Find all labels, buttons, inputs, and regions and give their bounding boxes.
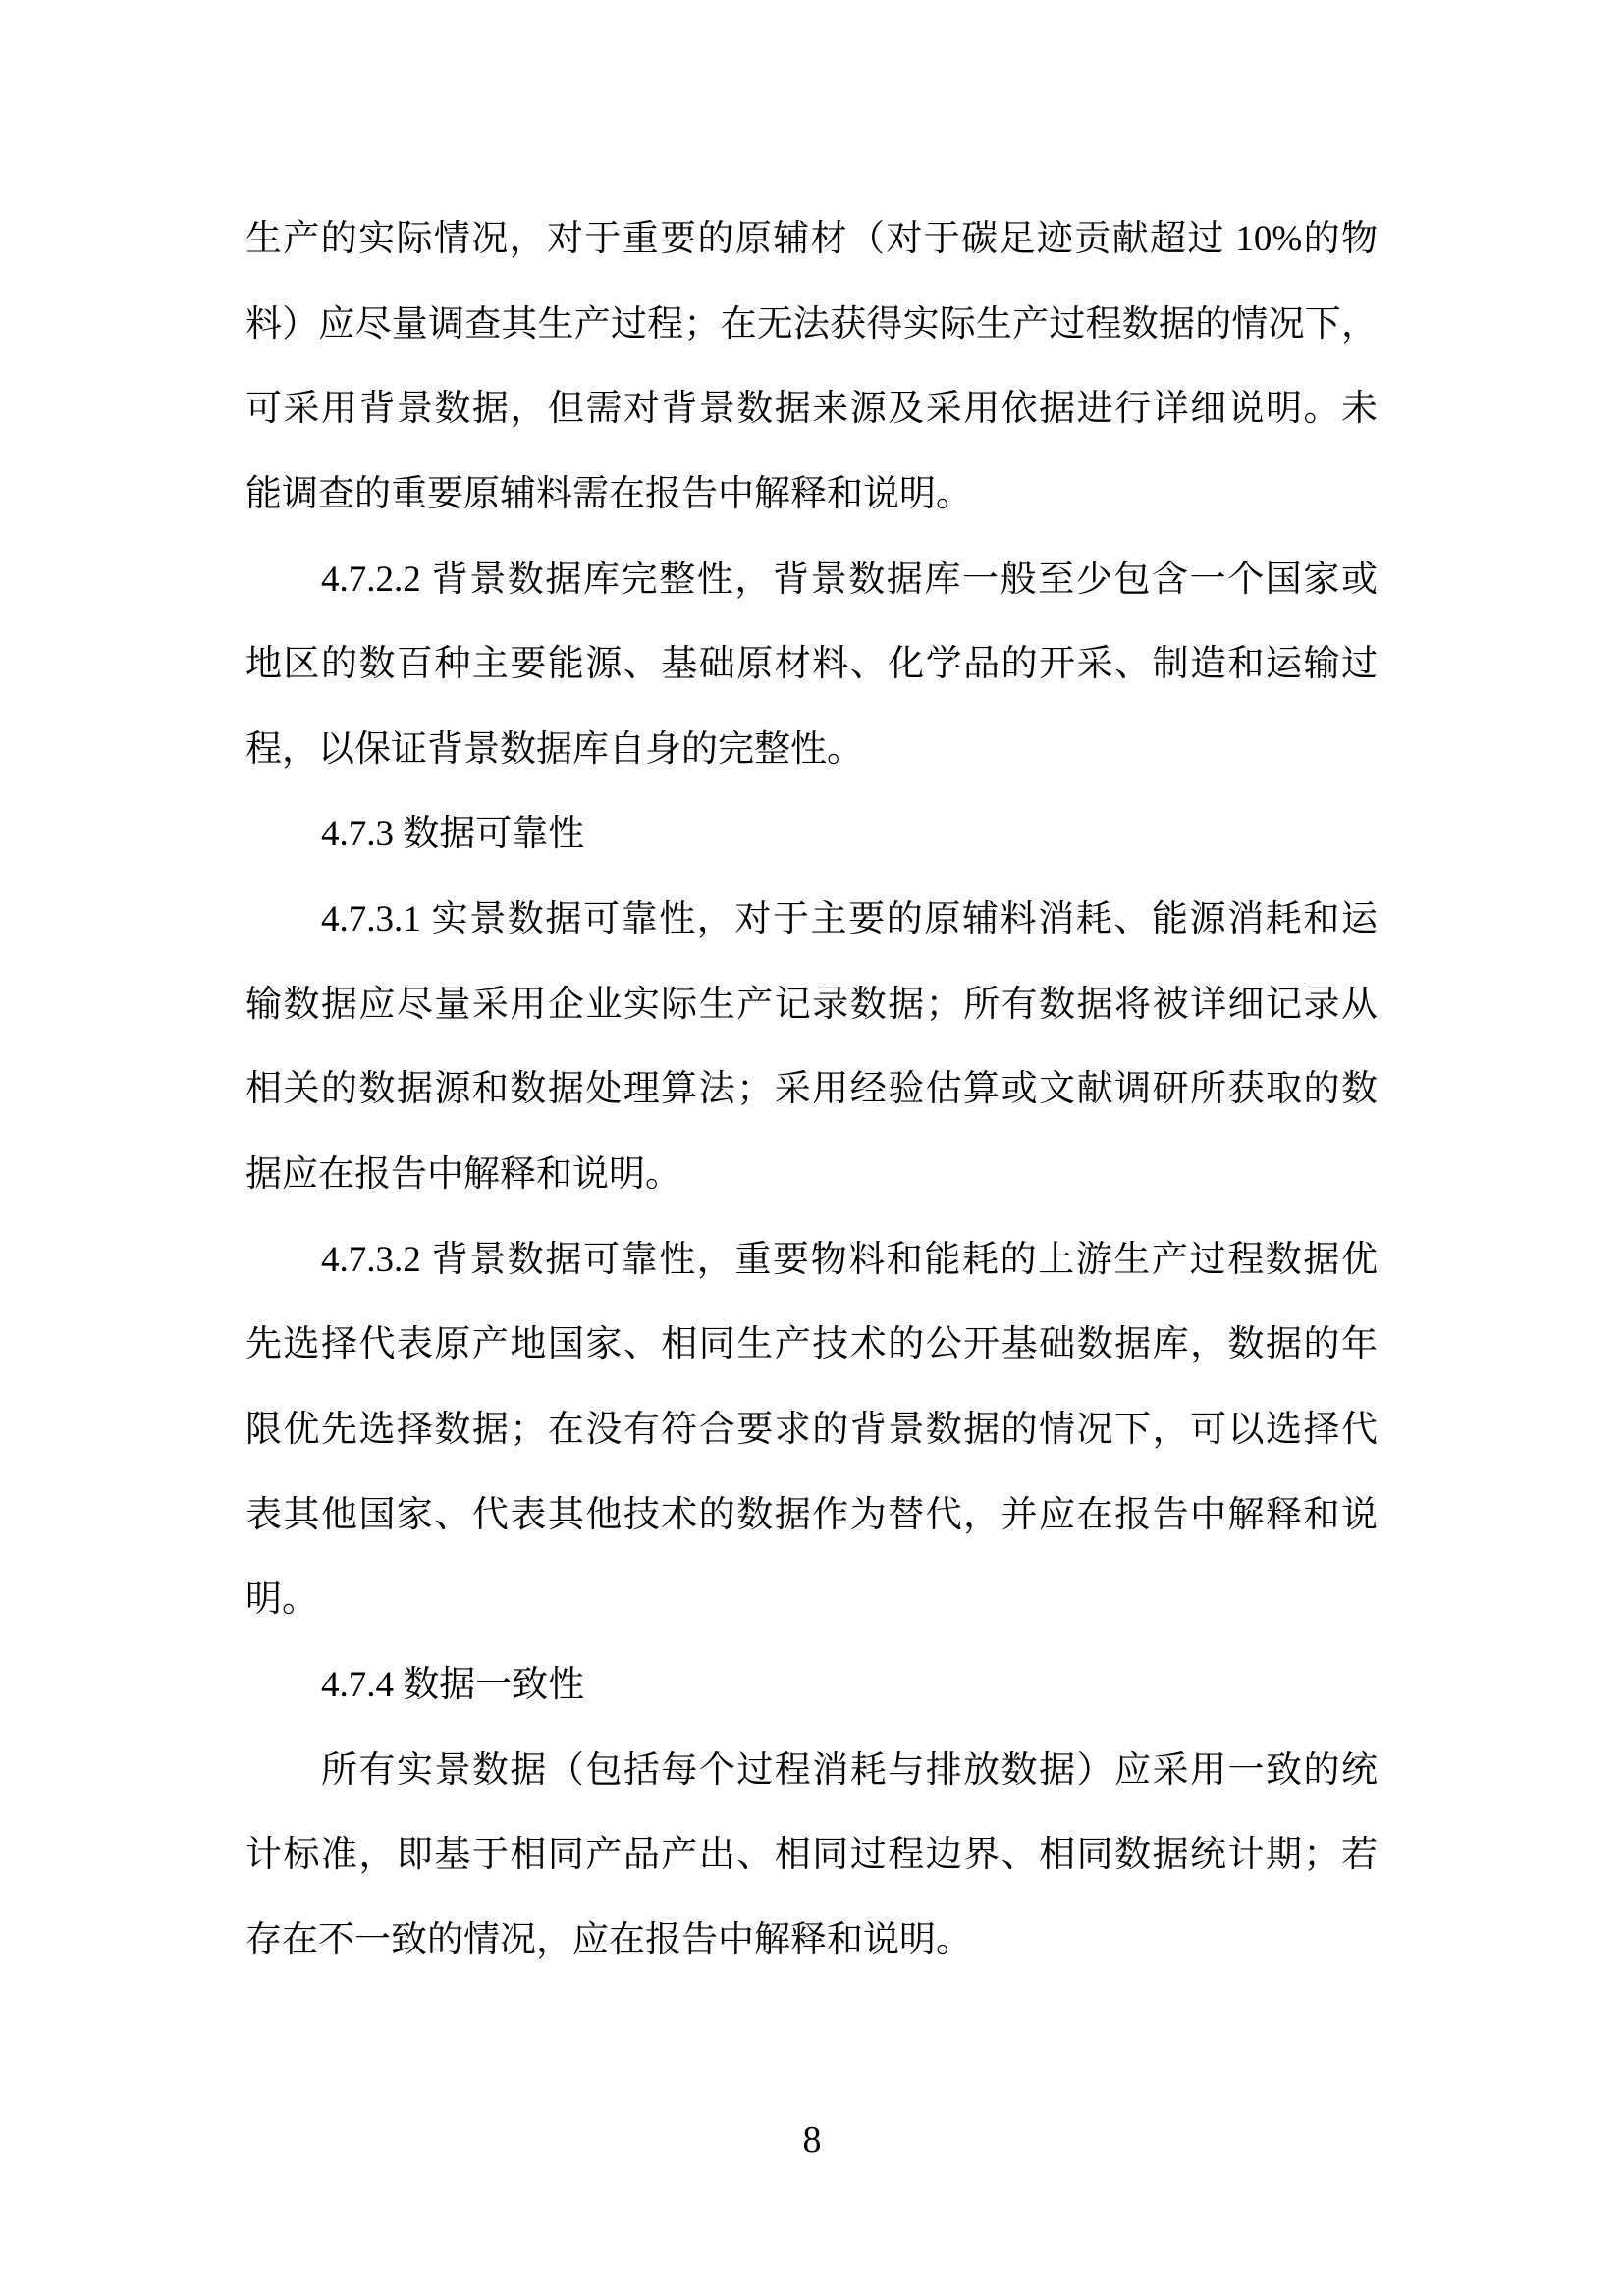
text-line: 地区的数百种主要能源、基础原材料、化学品的开采、制造和运输过 [245,644,1378,685]
paragraph [245,538,1378,793]
text-line: 计标准，即基于相同产品产出、相同过程边界、相同数据统计期；若 [245,1835,1378,1876]
text-line: 输数据应尽量采用企业实际生产记录数据；所有数据将被详细记录从 [245,984,1378,1025]
text-line: 据应在报告中解释和说明。 [245,1154,681,1196]
text-line: 表其他国家、代表其他技术的数据作为替代，并应在报告中解释和说 [245,1494,1378,1535]
text-line: 可采用背景数据，但需对背景数据来源及采用依据进行详细说明。未 [245,389,1378,430]
document-body [245,197,1378,1983]
text-line: 生产的实际情况，对于重要的原辅材（对于碳足迹贡献超过 10%的物 [245,219,1378,259]
paragraph [245,1729,1378,1984]
text-line: 限优先选择数据；在没有符合要求的背景数据的情况下，可以选择代 [245,1409,1378,1450]
page-number: 8 [802,2119,822,2161]
paragraph [245,1643,1378,1729]
text-line: 4.7.3 数据可靠性 [321,814,585,855]
text-line: 4.7.3.2 背景数据可靠性，重要物料和能耗的上游生产过程数据优 [321,1239,1378,1280]
text-line: 明。 [245,1579,318,1621]
paragraph [245,1218,1378,1643]
text-line: 所有实景数据（包括每个过程消耗与排放数据）应采用一致的统 [321,1749,1378,1790]
text-line: 程，以保证背景数据库自身的完整性。 [245,728,863,770]
text-line: 4.7.2.2 背景数据库完整性，背景数据库一般至少包含一个国家或 [321,559,1378,600]
text-line: 4.7.3.1 实景数据可靠性，对于主要的原辅料消耗、能源消耗和运 [321,899,1378,940]
paragraph [245,878,1378,1218]
text-line: 相关的数据源和数据处理算法；采用经验估算或文献调研所获取的数 [245,1069,1378,1110]
text-line: 能调查的重要原辅料需在报告中解释和说明。 [245,473,972,514]
text-line: 存在不一致的情况，应在报告中解释和说明。 [245,1919,972,1960]
paragraph [245,197,1378,538]
text-line: 先选择代表原产地国家、相同生产技术的公开基础数据库，数据的年 [245,1324,1378,1365]
text-line: 4.7.4 数据一致性 [321,1664,585,1705]
paragraph [245,792,1378,878]
text-line: 料）应尽量调查其生产过程；在无法获得实际生产过程数据的情况下， [245,303,1378,345]
